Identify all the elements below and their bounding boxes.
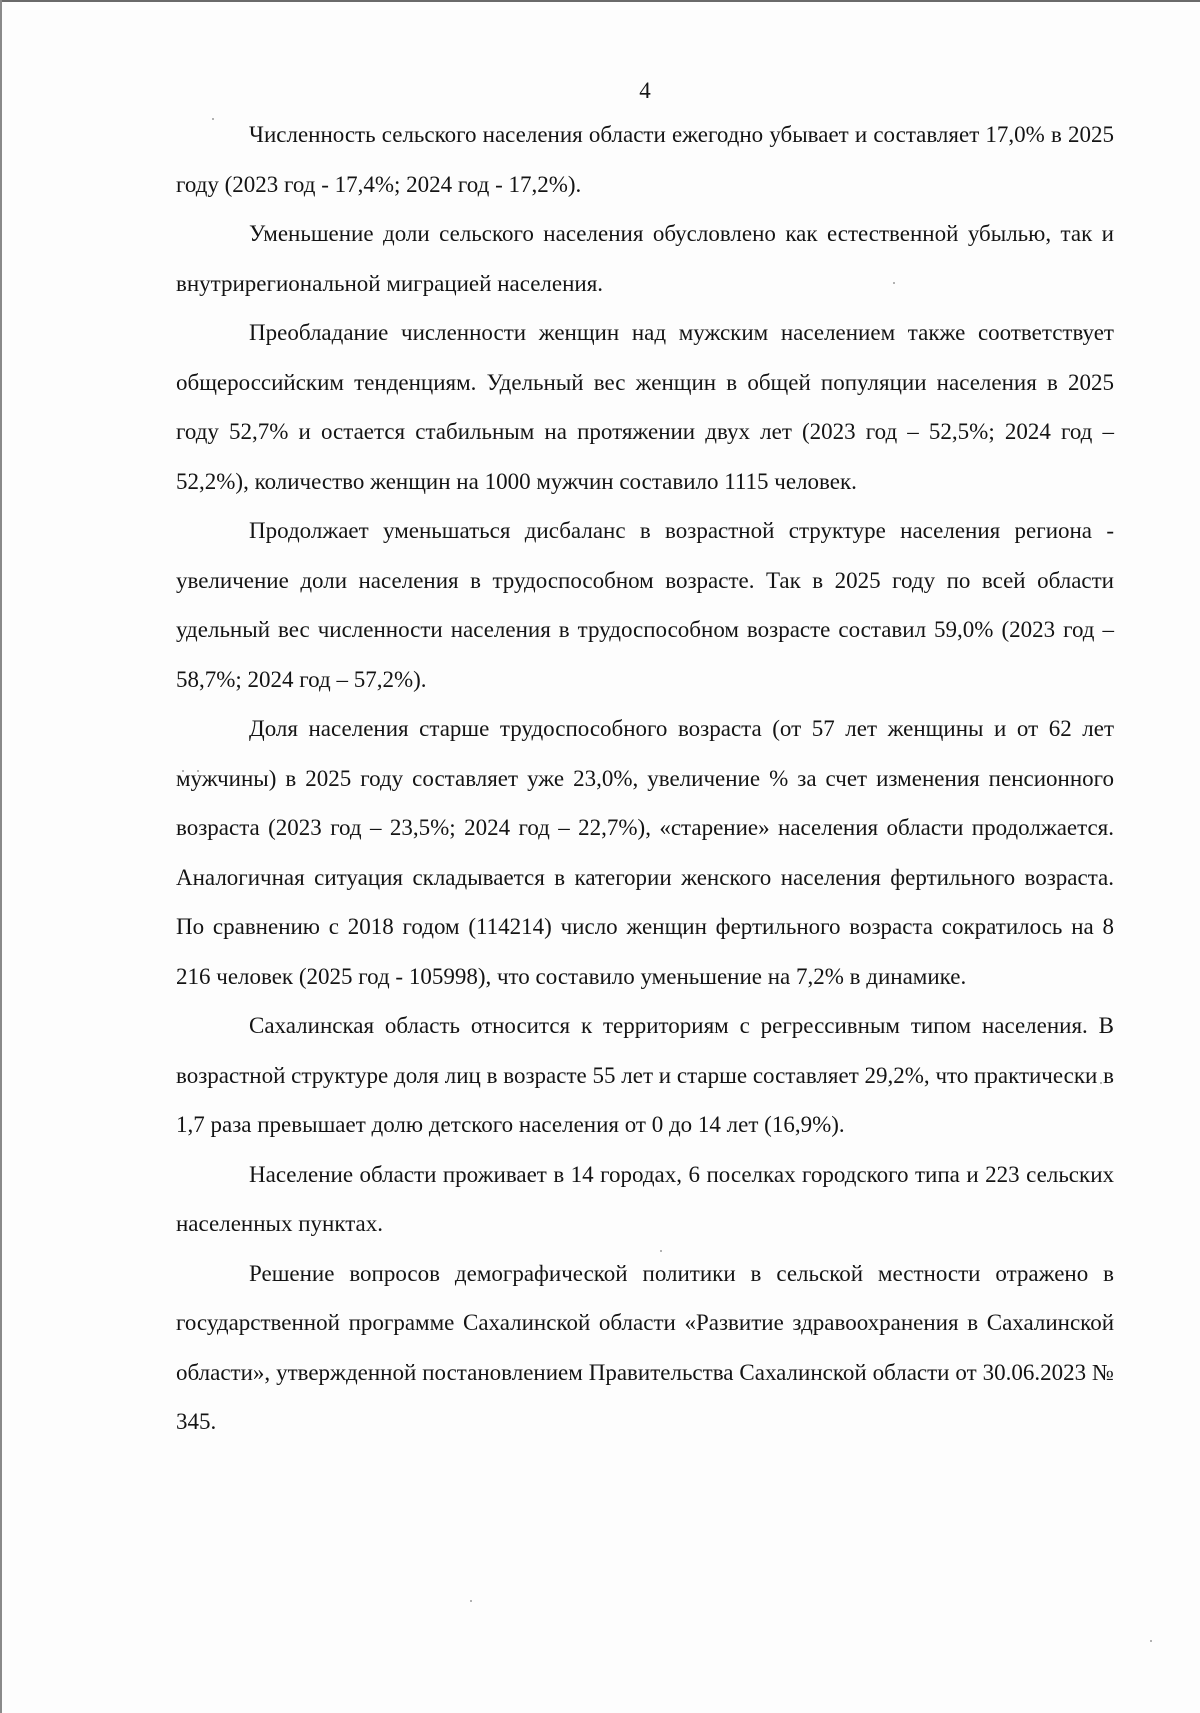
scan-speck — [470, 1600, 472, 1602]
paragraph-regressive-type: Сахалинская область относится к территориям с регрессивным типом населения. В возрастной структуре доля лиц в возрасте 55 лет и старше составляет 29,2%, что практически в 1,7 раза превышает долю детского населения от 0 до 14 лет (16,9%). — [176, 1013, 1114, 1137]
paragraph-settlements: Население области проживает в 14 городах, 6 поселках городского типа и 223 сельских населенных пунктах. — [176, 1161, 1114, 1236]
body-text — [176, 110, 1114, 1447]
scan-speck — [1150, 1640, 1152, 1642]
scan-edge-top — [0, 0, 1200, 2]
scan-edge-left — [0, 0, 2, 1713]
paragraph-rural-decline-reasons: Уменьшение доли сельского населения обусловлено как естественной убылью, так и внутрирегиональной миграцией населения. — [176, 221, 1114, 296]
paragraph-working-age: Продолжает уменьшаться дисбаланс в возрастной структуре населения региона - увеличение доли населения в трудоспособном возрасте. Так в 2025 году по всей области удельный вес численности населения в трудоспособном возрасте составил 59,0% (2023 год –58,7%; 2024 год – 57,2%). — [176, 518, 1114, 692]
paragraph-state-program: Решение вопросов демографической политики в сельской местности отражено в государственной программе Сахалинской области «Развитие здравоохранения в Сахалинской области», утвержденной постановлением Правительства Сахалинской области от 30.06.2023 № 345. — [176, 1260, 1114, 1434]
paragraph-female-share: Преобладание численности женщин над мужским населением также соответствует общероссийским тенденциям. Удельный вес женщин в общей популяции населения в 2025 году 52,7% и остается стабильным на протяжении двух лет (2023 год – 52,5%; 2024 год – 52,2%), количество женщин на 1000 мужчин составило 1115 человек. — [176, 320, 1114, 494]
page-number: 4 — [639, 78, 651, 103]
paragraph-pension-age: Доля населения старше трудоспособного возраста (от 57 лет женщины и от 62 лет мужчины) в 2025 году составляет уже 23,0%, увеличение % за счет изменения пенсионного возраста (2023 год – 23,5%; 2024 год – 22,7%), «старение» населения области продолжается. Аналогичная ситуация складывается в категории женского населения фертильного возраста. По сравнению с 2018 годом (114214) число женщин фертильного возраста сократилось на 8 216 человек (2025 год - 105998), что составило уменьшение на 7,2% в динамике. — [176, 716, 1114, 989]
paragraph-rural-population: Численность сельского населения области ежегодно убывает и составляет 17,0% в 2025 году (2023 год - 17,4%; 2024 год - 17,2%). — [176, 122, 1114, 197]
